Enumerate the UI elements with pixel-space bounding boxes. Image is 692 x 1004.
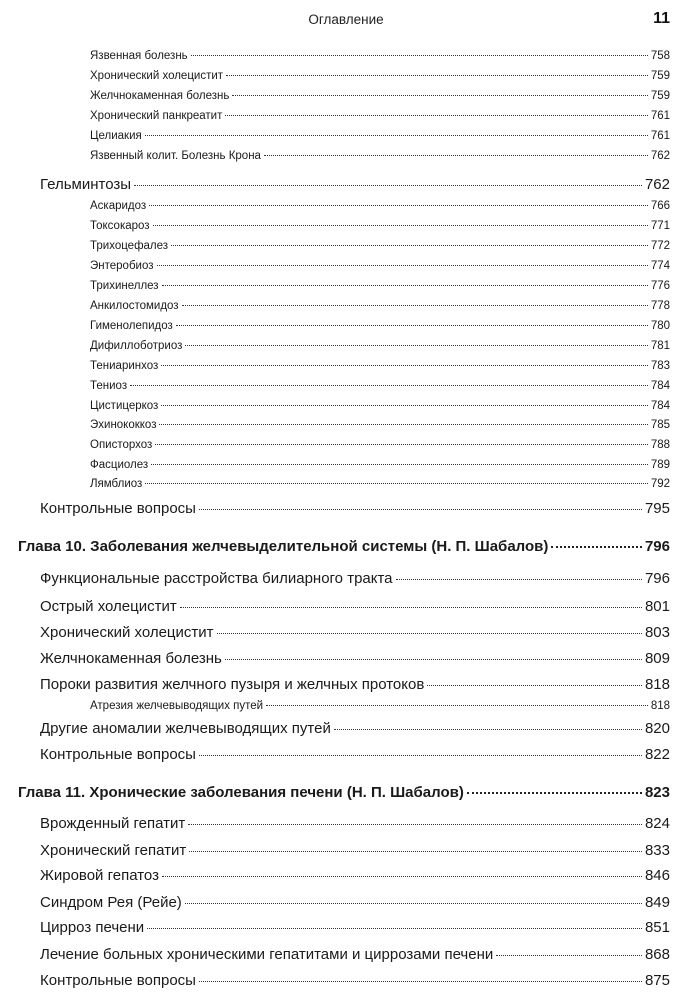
dot-leader [396, 579, 642, 580]
toc-entry-page: 875 [644, 972, 670, 989]
dot-leader [467, 792, 642, 794]
dot-leader [232, 95, 647, 96]
toc-entry-title: Токсокароз [90, 220, 150, 232]
dot-leader [153, 225, 648, 226]
toc-entry[interactable] [90, 110, 670, 126]
toc-entry[interactable] [40, 676, 670, 698]
dot-leader [162, 285, 648, 286]
dot-leader [334, 729, 642, 730]
toc-entry[interactable] [90, 360, 670, 376]
toc-entry[interactable] [90, 90, 670, 106]
toc-entry-page: 846 [644, 867, 670, 884]
toc-entry-page: 818 [650, 700, 670, 712]
toc-entry-title: Язвенный колит. Болезнь Крона [90, 150, 261, 162]
toc-entry-title: Атрезия желчевыводящих путей [90, 700, 264, 712]
toc-entry-title: Контрольные вопросы [40, 500, 196, 517]
toc-entry-page: 762 [650, 150, 670, 162]
toc-entry-title: Контрольные вопросы [40, 972, 196, 989]
toc-entry-title: Гельминтозы [40, 176, 132, 193]
dot-leader [496, 955, 642, 956]
toc-entry[interactable] [90, 439, 670, 455]
running-title: Оглавление [308, 12, 384, 27]
toc-entry-title: Другие аномалии желчевыводящих путей [40, 720, 331, 737]
toc-entry-page: 766 [650, 200, 670, 212]
toc-entry-page: 823 [644, 784, 670, 801]
dot-leader [145, 135, 648, 136]
toc-entry-page: 761 [650, 130, 670, 142]
dot-leader [130, 385, 648, 386]
toc-entry-title: Целиакия [90, 130, 142, 142]
toc-entry-page: 868 [644, 946, 670, 963]
toc-entry-title: Глава 10. Заболевания желчевыделительной системы (Н. П. Шабалов) [18, 538, 549, 555]
dot-leader [161, 365, 648, 366]
toc-entry-title: Аскаридоз [90, 200, 147, 212]
dot-leader [185, 345, 647, 346]
toc-entry-page: 759 [650, 90, 670, 102]
toc-entry-page: 781 [650, 340, 670, 352]
toc-entry-title: Хронический гепатит [40, 842, 187, 859]
toc-entry-page: 774 [650, 260, 670, 272]
dot-leader [188, 824, 642, 825]
toc-entry-page: 780 [650, 320, 670, 332]
dot-leader [182, 305, 648, 306]
toc-entry-page: 771 [650, 220, 670, 232]
toc-entry-title: Тениоз [90, 380, 128, 392]
toc-entry-page: 758 [650, 50, 670, 62]
dot-leader [199, 509, 642, 510]
toc-entry-page: 783 [650, 360, 670, 372]
dot-leader [551, 546, 642, 548]
toc-entry[interactable] [90, 419, 670, 435]
toc-entry-page: 849 [644, 894, 670, 911]
toc-entry[interactable] [90, 459, 670, 475]
toc-entry[interactable] [90, 280, 670, 296]
toc-entry[interactable] [40, 570, 670, 592]
toc-entry-page: 762 [644, 176, 670, 193]
toc-chapter-entry[interactable] [18, 784, 670, 806]
toc-entry[interactable] [90, 300, 670, 316]
toc-entry-title: Энтеробиоз [90, 260, 154, 272]
toc-entry-page: 761 [650, 110, 670, 122]
toc-entry[interactable] [40, 746, 670, 768]
dot-leader [189, 851, 642, 852]
toc-entry[interactable] [90, 220, 670, 236]
dot-leader [199, 755, 642, 756]
toc-entry-title: Острый холецистит [40, 598, 177, 615]
toc-entry[interactable] [90, 240, 670, 256]
toc-entry[interactable] [40, 624, 670, 646]
toc-entry-page: 772 [650, 240, 670, 252]
toc-entry[interactable] [90, 380, 670, 396]
toc-entry[interactable] [90, 478, 670, 494]
dot-leader [161, 405, 647, 406]
toc-entry-page: 784 [650, 380, 670, 392]
dot-leader [199, 981, 642, 982]
dot-leader [162, 876, 642, 877]
dot-leader [134, 185, 642, 186]
toc-entry-page: 785 [650, 419, 670, 431]
dot-leader [266, 705, 648, 706]
toc-entry-page: 818 [644, 676, 670, 693]
toc-entry-title: Тениаринхоз [90, 360, 159, 372]
toc-entry-title: Хронический холецистит [40, 624, 214, 641]
dot-leader [225, 115, 647, 116]
toc-entry-page: 796 [644, 570, 670, 587]
toc-entry-page: 792 [650, 478, 670, 490]
dot-leader [264, 155, 648, 156]
dot-leader [180, 607, 642, 608]
dot-leader [159, 424, 647, 425]
toc-entry-page: 784 [650, 400, 670, 412]
page-number: 11 [653, 10, 670, 27]
toc-entry[interactable] [40, 972, 670, 994]
dot-leader [147, 928, 642, 929]
toc-entry-title: Фасциолез [90, 459, 149, 471]
toc-entry-title: Анкилостомидоз [90, 300, 179, 312]
toc-entry[interactable] [90, 260, 670, 276]
dot-leader [149, 205, 648, 206]
toc-entry-page: 796 [644, 538, 670, 555]
toc-entry-page: 822 [644, 746, 670, 763]
toc-entry-page: 776 [650, 280, 670, 292]
toc-entry-page: 833 [644, 842, 670, 859]
toc-entry[interactable] [90, 340, 670, 356]
toc-entry-title: Функциональные расстройства билиарного тракта [40, 570, 393, 587]
dot-leader [185, 903, 642, 904]
page-header [0, 10, 692, 32]
toc-entry-title: Цирроз печени [40, 919, 145, 936]
toc-entry-title: Описторхоз [90, 439, 153, 451]
toc-entry-page: 778 [650, 300, 670, 312]
toc-entry[interactable] [40, 842, 670, 864]
toc-entry[interactable] [90, 150, 670, 166]
toc-entry-title: Синдром Рея (Рейе) [40, 894, 182, 911]
toc-entry-title: Гименолепидоз [90, 320, 173, 332]
toc-entry[interactable] [90, 70, 670, 86]
toc-entry-title: Цистицеркоз [90, 400, 159, 412]
toc-entry[interactable] [40, 867, 670, 889]
toc-entry-title: Дифиллоботриоз [90, 340, 183, 352]
toc-entry-page: 820 [644, 720, 670, 737]
dot-leader [225, 659, 642, 660]
toc-chapter-entry[interactable] [18, 538, 670, 560]
toc-entry-title: Трихоцефалез [90, 240, 169, 252]
toc-entry-title: Язвенная болезнь [90, 50, 188, 62]
dot-leader [176, 325, 648, 326]
toc-entry-page: 759 [650, 70, 670, 82]
toc-entry-title: Хронический холецистит [90, 70, 224, 82]
toc-entry-title: Пороки развития желчного пузыря и желчных протоков [40, 676, 425, 693]
toc-entry[interactable] [90, 400, 670, 416]
toc-entry-page: 851 [644, 919, 670, 936]
toc-entry-page: 789 [650, 459, 670, 471]
dot-leader [155, 444, 648, 445]
toc-entry[interactable] [40, 500, 670, 522]
toc-entry-title: Контрольные вопросы [40, 746, 196, 763]
dot-leader [145, 483, 648, 484]
toc-entry-title: Врожденный гепатит [40, 815, 186, 832]
toc-entry[interactable] [90, 50, 670, 66]
toc-entry-title: Эхинококкоз [90, 419, 157, 431]
toc-entry[interactable] [40, 815, 670, 837]
dot-leader [427, 685, 642, 686]
toc-entry-title: Глава 11. Хронические заболевания печени (Н. П. Шабалов) [18, 784, 464, 801]
toc-entry-page: 824 [644, 815, 670, 832]
toc-entry[interactable] [40, 650, 670, 672]
toc-entry-title: Жировой гепатоз [40, 867, 159, 884]
toc-entry-page: 795 [644, 500, 670, 517]
dot-leader [226, 75, 648, 76]
toc-entry-title: Желчнокаменная болезнь [90, 90, 230, 102]
dot-leader [191, 55, 648, 56]
toc-entry[interactable] [90, 130, 670, 146]
dot-leader [171, 245, 648, 246]
toc-entry[interactable] [40, 720, 670, 742]
toc-entry[interactable] [40, 598, 670, 620]
toc-entry-page: 809 [644, 650, 670, 667]
toc-entry-title: Лямблиоз [90, 478, 143, 490]
toc-entry-title: Трихинеллез [90, 280, 159, 292]
toc-entry-title: Хронический панкреатит [90, 110, 223, 122]
toc-entry-page: 801 [644, 598, 670, 615]
dot-leader [217, 633, 642, 634]
toc-entry-title: Желчнокаменная болезнь [40, 650, 222, 667]
toc-entry[interactable] [40, 894, 670, 916]
toc-entry[interactable] [90, 320, 670, 336]
toc-entry[interactable] [90, 700, 670, 716]
toc-entry-page: 788 [650, 439, 670, 451]
toc-entry[interactable] [90, 200, 670, 216]
dot-leader [151, 464, 648, 465]
toc-entry[interactable] [40, 946, 670, 968]
dot-leader [157, 265, 648, 266]
toc-entry-page: 803 [644, 624, 670, 641]
toc-entry-title: Лечение больных хроническими гепатитами и циррозами печени [40, 946, 494, 963]
toc-entry[interactable] [40, 176, 670, 198]
toc-entry[interactable] [40, 919, 670, 941]
